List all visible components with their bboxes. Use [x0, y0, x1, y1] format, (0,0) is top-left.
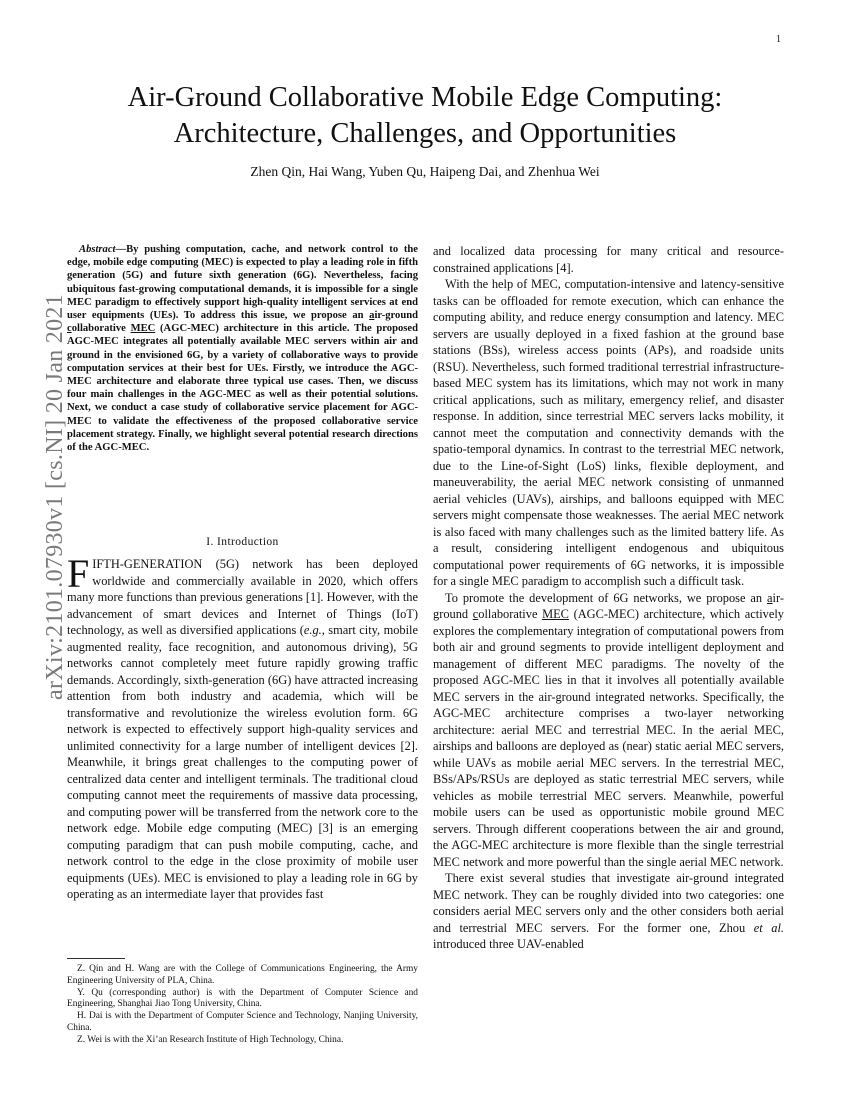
right-etal: et al. [753, 920, 784, 935]
abstract-ul-g: g [385, 310, 391, 322]
section-heading-introduction: I. Introduction [206, 536, 279, 548]
abstract-ollaborative: ollaborative [71, 323, 131, 335]
footnote-4: Z. Wei is with the Xi’an Research Institute of High Technology, China. [77, 1034, 344, 1045]
right-p3-text-1: To promote the development of 6G networks, we propose an [445, 590, 768, 605]
title-line-1: Air-Ground Collaborative Mobile Edge Computing: [127, 82, 723, 113]
intro-text-2: , smart city, mobile augmented reality, face recognition, and autonomous driving), 5G networks cannot completely meet future rapidly growing traffic demands. Accordingly, sixth-generation (6G) have attracted increasing attention from both industry and academia, which will be transformative and revolutionize the wireless evolution form. 6G network is expected to effectively support high-quality services and unlimited connectivity for a large number of intelligent devices [2]. Meanwhile, it brings great challenges to the computing power of centralized data center and intelligent terminals. The traditional cloud computing cannot meet the requirements of massive data processing, and computing power will be transferred from the network core to the network edge. Mobile edge computing (MEC) [3] is an emerging computing paradigm that can push mobile computing, cache, and network control to the edge in the close proximity of mobile user equipments (UEs). MEC is envisioned to play a leading role in 6G by operating as an intermediate layer that provides fast [67, 623, 418, 901]
right-paragraph-4 [433, 870, 784, 953]
right-paragraph-2: With the help of MEC, computation-intensive and latency-sensitive tasks can be offloaded for remote execution, which can enhance the computing ability, and reduce energy consumption and latency. MEC servers are usually deployed in a fixed fashion at the ground base stations (BSs), wireless access points (APs), and roadside units (RSU). Nevertheless, such formed traditional terrestrial infrastructure-based MEC system has its limitations, which may not work in many critical applications, such as military, emergency relief, and disaster response. In addition, since terrestrial MEC servers lacks mobility, it cannot meet the computation and connectivity demands with the spatio-temporal dynamics. In contrast to the terrestrial MEC network, due to the Line-of-Sight (LoS) links, flexible deployment, and maneuverability, the aerial MEC network consisting of unmanned aerial vehicles (UAVs), airships, and balloons equipped with MEC servers might compensate those weaknesses. The aerial MEC network is also faced with many challenges such as the limited battery life. As a result, considering intelligent endogenous and ubiquitous computational power requirements of 6G networks, it is impossible for a single MEC paradigm to accomplish such a difficult task. [433, 277, 784, 588]
page-number: 1 [776, 34, 781, 45]
right-p4-text-1: There exist several studies that investigate air-ground integrated MEC network. They can be roughly divided into two categories: one considers aerial MEC servers only and the other considers both aerial and terrestrial MEC servers. For the former one, Zhou [433, 871, 784, 935]
footnote-3: H. Dai is with the Department of Computer Science and Technology, Nanjing University, China. [67, 1011, 418, 1033]
intro-eg: e.g. [303, 623, 322, 637]
abstract-ul-mec: MEC [130, 323, 156, 335]
footnotes [67, 964, 418, 1047]
abstract-label: Abstract [79, 244, 116, 255]
right-ul-c: c [472, 607, 479, 621]
footnote-2: Y. Qu (corresponding author) is with the Department of Computer Science and Engineering, Shanghai Jiao Tong University, China. [67, 987, 418, 1010]
footnote-rule [67, 958, 125, 959]
abstract-round: round [390, 310, 418, 322]
right-paragraph-1: and localized data processing for many critical and resource-constrained applications [4]. [433, 244, 784, 275]
introduction-paragraph [67, 551, 418, 903]
right-p3-text-2: (AGC-MEC) architecture, which actively explores the complementary integration of computational powers from both air and ground segments to provide intelligent deployment and management of different MEC paradigms. The novelty of the proposed AGC-MEC lies in that it involves all potentially available MEC servers in the air-ground integrated networks. Specifically, the AGC-MEC architecture comprises a two-layer networking architecture: aerial MEC and terrestrial MEC. In the aerial MEC, airships and balloons are deployed as (near) static aerial MEC servers, while UAVs as mobile aerial MEC servers. In the terrestrial MEC, BSs/APs/RSUs are deployed as static terrestrial MEC servers, while vehicles as mobile terrestrial MEC servers. Meanwhile, powerful mobile users can be used as opportunistic mobile ground MEC servers. Through different cooperations between the air and ground, the AGC-MEC architecture is more flexible than the single terrestrial MEC network and more powerful than the single aerial MEC network. [433, 607, 784, 869]
author-list: Zhen Qin, Hai Wang, Yuben Qu, Haipeng Dai, and Zhenhua Wei [250, 164, 600, 179]
abstract-ir: ir- [374, 310, 386, 322]
right-ir: ir- [772, 590, 784, 605]
right-ollaborative: ollaborative [478, 607, 543, 621]
right-ul-mec: MEC [542, 607, 569, 621]
right-column [433, 243, 784, 953]
abstract [67, 243, 418, 454]
right-paragraph-3 [433, 590, 784, 871]
right-round: round [439, 607, 473, 621]
right-p4-text-2: introduced three UAV-enabled [433, 937, 584, 951]
abstract-ul-c: c [67, 323, 72, 335]
arxiv-identifier[interactable]: arXiv:2101.07930v1 [cs.NI] 20 Jan 2021 [42, 293, 68, 700]
abstract-ul-a: a [369, 310, 375, 322]
right-ul-a: a [767, 590, 773, 605]
abstract-text-2: (AGC-MEC) architecture in this article. The proposed AGC-MEC integrates all potentially available MEC servers within air and ground in the envisioned 6G, by a variety of collaborative ways to provide computation services at their best for UEs. Firstly, we introduce the AGC-MEC architecture and elaborate three typical use cases. Then, we discuss four main challenges in the AGC-MEC as well as their potential solutions. Next, we conduct a case study of collaborative service placement for AGC-MEC to validate the effectiveness of the proposed collaborative service placement strategy. Finally, we highlight several potential research directions of the AGC-MEC. [67, 323, 418, 454]
paper-title [60, 80, 790, 152]
title-line-2: Architecture, Challenges, and Opportunities [173, 118, 677, 149]
right-ul-g: g [433, 607, 440, 621]
footnote-1: Z. Qin and H. Wang are with the College of Communications Engineering, the Army Engineering University of PLA, China. [67, 964, 418, 986]
abstract-text-1: —By pushing computation, cache, and network control to the edge, mobile edge computing (MEC) is expected to play a leading role in fifth generation (5G) and future sixth generation (6G). Nevertheless, facing ubiquitous fast-growing computational demands, it is impossible for a single MEC paradigm to effectively support high-quality intelligent services at end user equipments (UEs). To address this issue, we propose an [67, 244, 418, 322]
intro-text-1: IFTH-GENERATION (5G) network has been deployed worldwide and commercially available in 2020, which offers many more functions than previous generations [1]. However, with the advancement of smart devices and Internet of Things (IoT) technology, as well as diversified applications ( [67, 557, 418, 637]
drop-cap: F [67, 551, 90, 596]
